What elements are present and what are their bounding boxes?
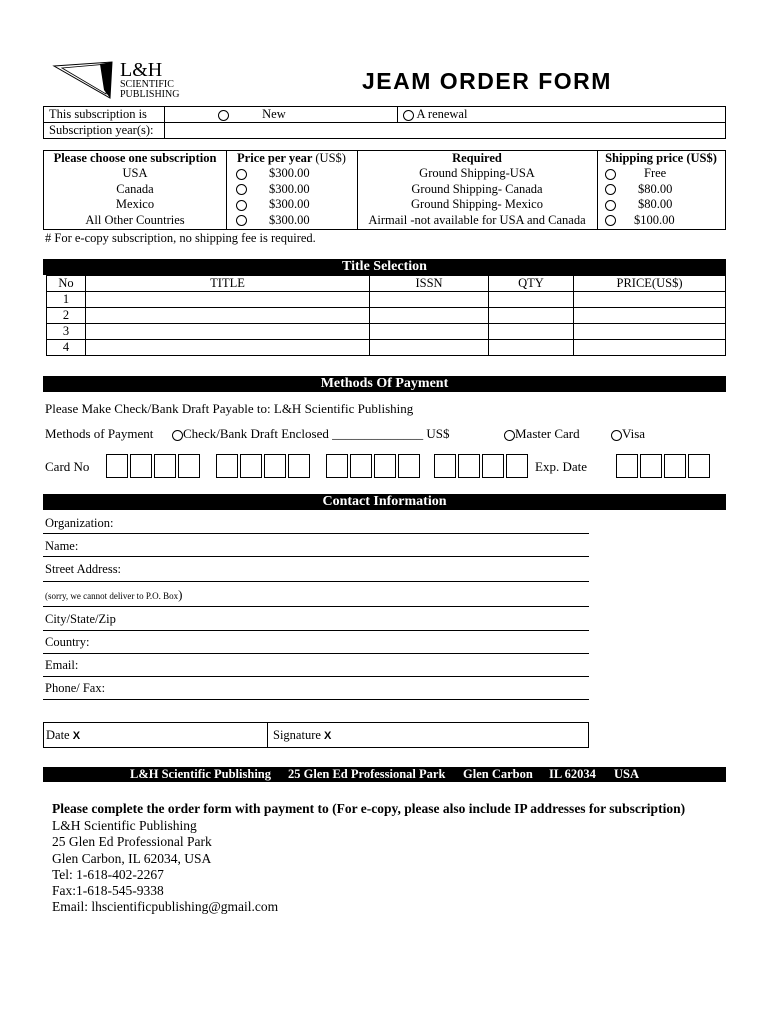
card-number-group-1[interactable] [106,454,202,482]
card-number-group-4[interactable] [434,454,530,482]
address-line: 25 Glen Ed Professional Park [52,834,212,850]
signature-field[interactable] [273,728,331,743]
name-field[interactable] [43,556,589,557]
price-value: $300.00 [269,212,310,227]
city-field[interactable] [43,630,589,631]
price-radio[interactable] [236,215,247,226]
price-cell[interactable] [574,324,726,340]
instructions-address [52,818,278,916]
required-shipping: Airmail -not available for USA and Canada [368,212,586,227]
payable-text: Please Make Check/Bank Draft Payable to: L&H Scientific Publishing [45,401,414,416]
subscription-type-table [43,106,726,139]
mastercard-label: Master Card [515,426,580,441]
footer-street: 25 Glen Ed Professional Park [288,767,446,781]
col-no: No [47,276,86,292]
company-logo [52,60,187,102]
shipping-radio[interactable] [605,215,616,226]
qty-cell[interactable] [489,340,574,356]
table-row [47,308,726,324]
subscription-years-label: Subscription year(s): [44,123,165,139]
choose-header: Please choose one subscription [53,151,217,165]
option-row [44,213,725,229]
logo-line3: PUBLISHING [120,89,180,100]
option-row [44,182,725,198]
table-row [47,340,726,356]
logo-graphic [52,60,122,100]
issn-cell[interactable] [370,340,489,356]
email-field[interactable] [43,676,589,677]
footer-company: L&H Scientific Publishing [130,767,271,781]
col-title: TITLE [86,276,370,292]
title-cell[interactable] [86,308,370,324]
organization-field[interactable] [43,533,589,534]
page-title: JEAM ORDER FORM [362,68,612,94]
price-radio[interactable] [236,184,247,195]
methods-label: Methods of Payment [45,426,154,441]
footer-country: USA [614,767,640,781]
street-field[interactable] [43,581,589,582]
email-label: Email: [45,658,79,672]
mastercard-radio[interactable] [504,430,515,441]
card-number-group-3[interactable] [326,454,422,482]
new-radio[interactable] [218,110,229,121]
visa-radio[interactable] [611,430,622,441]
renewal-radio[interactable] [403,110,414,121]
date-x-mark: X [72,730,81,742]
price-header: Price per year [237,151,313,165]
table-row [47,324,726,340]
required-shipping: Ground Shipping- Mexico [411,197,543,212]
card-number-group-2[interactable] [216,454,312,482]
issn-cell[interactable] [370,308,489,324]
country-label: Country: [45,635,90,649]
po-note-paren: ) [178,587,183,602]
subscription-options [43,150,726,230]
contact-heading: Contact Information [43,494,726,510]
exp-date-boxes[interactable] [616,454,712,482]
required-header: Required [452,151,502,165]
region-name: Mexico [115,197,155,212]
required-shipping: Ground Shipping- Canada [411,181,543,196]
shipping-value: $80.00 [638,181,673,196]
date-field[interactable] [46,728,80,743]
price-cell[interactable] [574,308,726,324]
payment-heading: Methods Of Payment [43,376,726,392]
col-issn: ISSN [370,276,489,292]
shipping-radio[interactable] [605,184,616,195]
phone-line: Tel: 1-618-402-2267 [52,866,164,882]
region-name: Canada [116,181,154,196]
logo-line1: L&H [120,59,163,81]
address-line: L&H Scientific Publishing [52,818,197,833]
issn-cell[interactable] [370,324,489,340]
subscription-years-input[interactable] [165,123,726,139]
shipping-value: Free [644,166,667,181]
row-number: 3 [47,324,86,340]
price-radio[interactable] [236,200,247,211]
signature-label: Signature [273,728,321,742]
region-name: All Other Countries [85,212,185,227]
shipping-value: $100.00 [634,212,675,227]
fax-line: Fax:1-618-545-9338 [52,883,164,899]
price-value: $300.00 [269,166,310,181]
phone-field[interactable] [43,699,589,700]
ecopy-note: # For e-copy subscription, no shipping fee is required. [45,231,316,245]
address-line: Glen Carbon, IL 62034, USA [52,850,212,866]
title-selection-heading: Title Selection [43,259,726,275]
footer-address-bar [43,767,726,782]
card-no-label: Card No [45,459,90,474]
email-line: Email: lhscientificpublishing@gmail.com [52,899,279,915]
row-number: 1 [47,292,86,308]
date-signature-box [43,722,589,748]
col-qty: QTY [489,276,574,292]
name-label: Name: [45,539,79,553]
city-label: City/State/Zip [45,612,116,626]
logo-line2: SCIENTIFIC [120,79,174,90]
qty-cell[interactable] [489,324,574,340]
title-cell[interactable] [86,324,370,340]
visa-label: Visa [622,426,646,441]
date-label: Date [46,728,70,742]
table-row [47,292,726,308]
price-cell[interactable] [574,340,726,356]
row-number: 2 [47,308,86,324]
row-number: 4 [47,340,86,356]
price-cell[interactable] [574,292,726,308]
col-price: PRICE(US$) [574,276,726,292]
price-value: $300.00 [269,197,310,212]
required-shipping: Ground Shipping-USA [419,166,535,181]
signature-x-mark: X [324,730,332,742]
street-label: Street Address: [45,562,122,576]
price-value: $300.00 [269,181,310,196]
check-radio[interactable] [172,430,183,441]
street-field-2[interactable] [43,606,589,607]
title-cell[interactable] [86,292,370,308]
organization-label: Organization: [45,516,114,530]
shipping-radio[interactable] [605,169,616,180]
subscription-type-label: This subscription is [44,107,165,123]
issn-cell[interactable] [370,292,489,308]
qty-cell[interactable] [489,292,574,308]
payment-methods-row [45,426,153,442]
shipping-value: $80.00 [638,197,673,212]
shipping-radio[interactable] [605,200,616,211]
option-row [44,166,725,182]
title-selection-table [46,275,726,356]
phone-label: Phone/ Fax: [45,681,106,695]
price-unit: (US$) [315,151,346,165]
footer-city: Glen Carbon [463,767,533,781]
shipping-header: Shipping price (US$) [605,151,717,165]
country-field[interactable] [43,653,589,654]
price-radio[interactable] [236,169,247,180]
region-name: USA [122,166,148,181]
title-cell[interactable] [86,340,370,356]
footer-state: IL 62034 [549,767,596,781]
po-note [45,587,183,603]
option-row [44,197,725,213]
check-label: Check/Bank Draft Enclosed ______________ US$ [183,426,450,441]
renewal-label: A renewal [416,107,468,121]
qty-cell[interactable] [489,308,574,324]
po-note-text: (sorry, we cannot deliver to P.O. Box [45,591,179,601]
new-label: New [262,107,286,121]
exp-date-label: Exp. Date [535,459,587,474]
instructions-heading: Please complete the order form with payment to (For e-copy, please also include IP addresses for subscription) [52,801,686,816]
